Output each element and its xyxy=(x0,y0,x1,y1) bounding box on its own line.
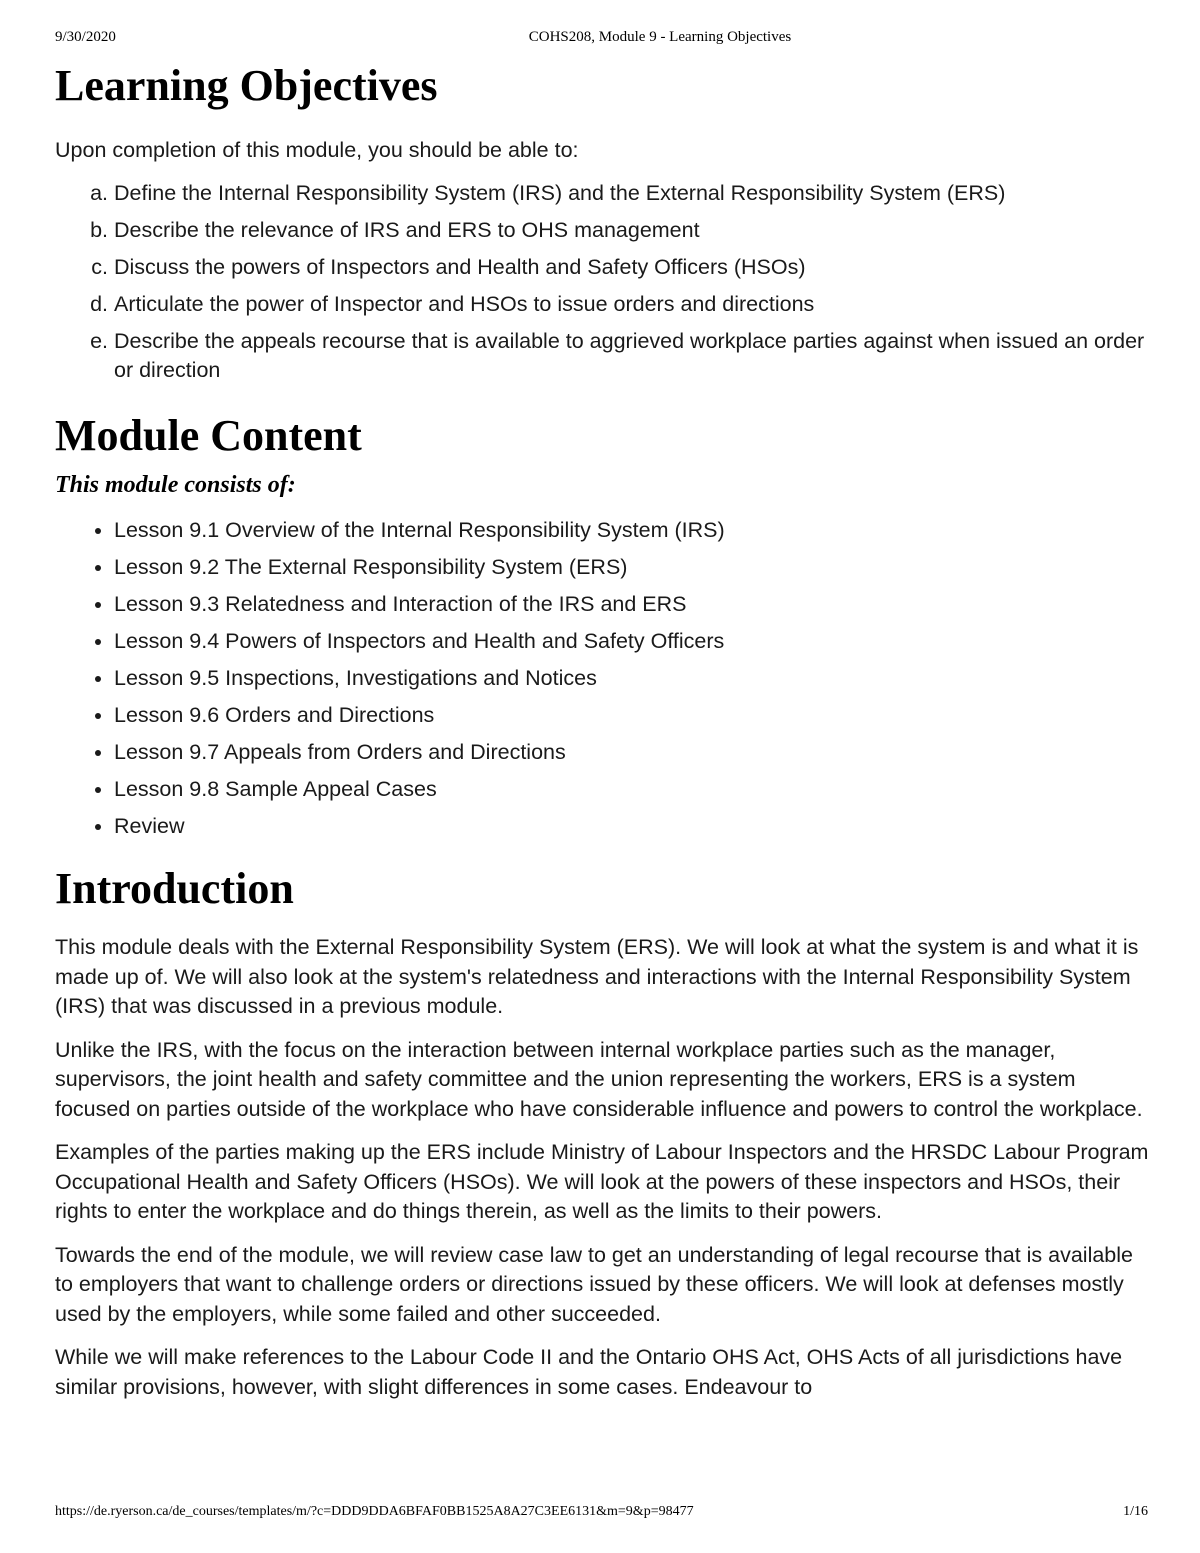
list-item: • Lesson 9.8 Sample Appeal Cases xyxy=(114,775,1155,805)
introduction-section xyxy=(55,863,1155,1402)
learning-objectives-heading: Learning Objectives xyxy=(55,61,438,110)
print-date: 9/30/2020 xyxy=(55,29,116,45)
objectives-list xyxy=(55,179,1155,386)
intro-paragraph: Towards the end of the module, we will review case law to get an understanding of legal recourse that is available to employers that want to challenge orders or directions issued by these officers. We will look at defenses mostly used by the employers, while some failed and other succeeded. xyxy=(55,1242,1134,1326)
module-content-section xyxy=(55,410,1155,842)
print-header xyxy=(0,29,1200,49)
lessons-list xyxy=(55,516,1155,842)
list-item: • Lesson 9.2 The External Responsibility System (ERS) xyxy=(114,553,1155,583)
list-item: a. Define the Internal Responsibility System (IRS) and the External Responsibility System (ERS) xyxy=(114,179,1155,209)
list-item: b. Describe the relevance of IRS and ERS to OHS management xyxy=(114,216,1155,246)
print-footer xyxy=(0,1504,1200,1524)
intro-paragraph: Unlike the IRS, with the focus on the interaction between internal workplace parties such as the manager, supervisors, the joint health and safety committee and the union representing the workers, ERS is a system focused on parties outside of the workplace who have considerable influence and powers to control the workplace. xyxy=(55,1037,1143,1121)
list-item: • Lesson 9.1 Overview of the Internal Responsibility System (IRS) xyxy=(114,516,1155,546)
print-url: https://de.ryerson.ca/de_courses/templates/m/?c=DDD9DDA6BFAF0BB1525A8A27C3EE6131&m=9&p=98477 xyxy=(55,1504,694,1519)
introduction-heading: Introduction xyxy=(55,864,294,913)
list-item: • Lesson 9.7 Appeals from Orders and Directions xyxy=(114,738,1155,768)
objectives-intro: Upon completion of this module, you should be able to: xyxy=(55,138,579,162)
page-number: 1/16 xyxy=(1123,1504,1148,1519)
module-content-heading: Module Content xyxy=(55,410,362,460)
list-item: • Lesson 9.4 Powers of Inspectors and Health and Safety Officers xyxy=(114,627,1155,657)
list-item: d. Articulate the power of Inspector and HSOs to issue orders and directions xyxy=(114,290,1155,320)
intro-paragraph: This module deals with the External Responsibility System (ERS). We will look at what the system is and what it is made up of. We will also look at the system's relatedness and interactions with the Internal Responsibility System (IRS) that was discussed in a previous module. xyxy=(55,935,1139,1018)
list-item: • Lesson 9.6 Orders and Directions xyxy=(114,701,1155,731)
list-item: • Lesson 9.5 Inspections, Investigations and Notices xyxy=(114,664,1155,694)
list-item: • Lesson 9.3 Relatedness and Interaction of the IRS and ERS xyxy=(114,590,1155,620)
intro-paragraph: Examples of the parties making up the ERS include Ministry of Labour Inspectors and the HRSDC Labour Program Occupational Health and Safety Officers (HSOs). We will look at the powers of these inspectors and HSOs, their rights to enter the workplace and do things therein, as well as the limits to their powers. xyxy=(55,1140,1149,1223)
learning-objectives-section xyxy=(55,60,1155,386)
list-item: e. Describe the appeals recourse that is available to aggrieved workplace parties against when issued an order or direction xyxy=(114,327,1155,386)
intro-paragraph: While we will make references to the Labour Code II and the Ontario OHS Act, OHS Acts of all jurisdictions have similar provisions, however, with slight differences in some cases. Endeavour to xyxy=(55,1345,1123,1399)
list-item: c. Discuss the powers of Inspectors and Health and Safety Officers (HSOs) xyxy=(114,253,1155,283)
list-item: • Review xyxy=(114,812,1155,842)
module-content-subheading: This module consists of: xyxy=(55,471,296,498)
page-content xyxy=(55,60,1155,1402)
print-page-title: COHS208, Module 9 - Learning Objectives xyxy=(528,29,792,45)
